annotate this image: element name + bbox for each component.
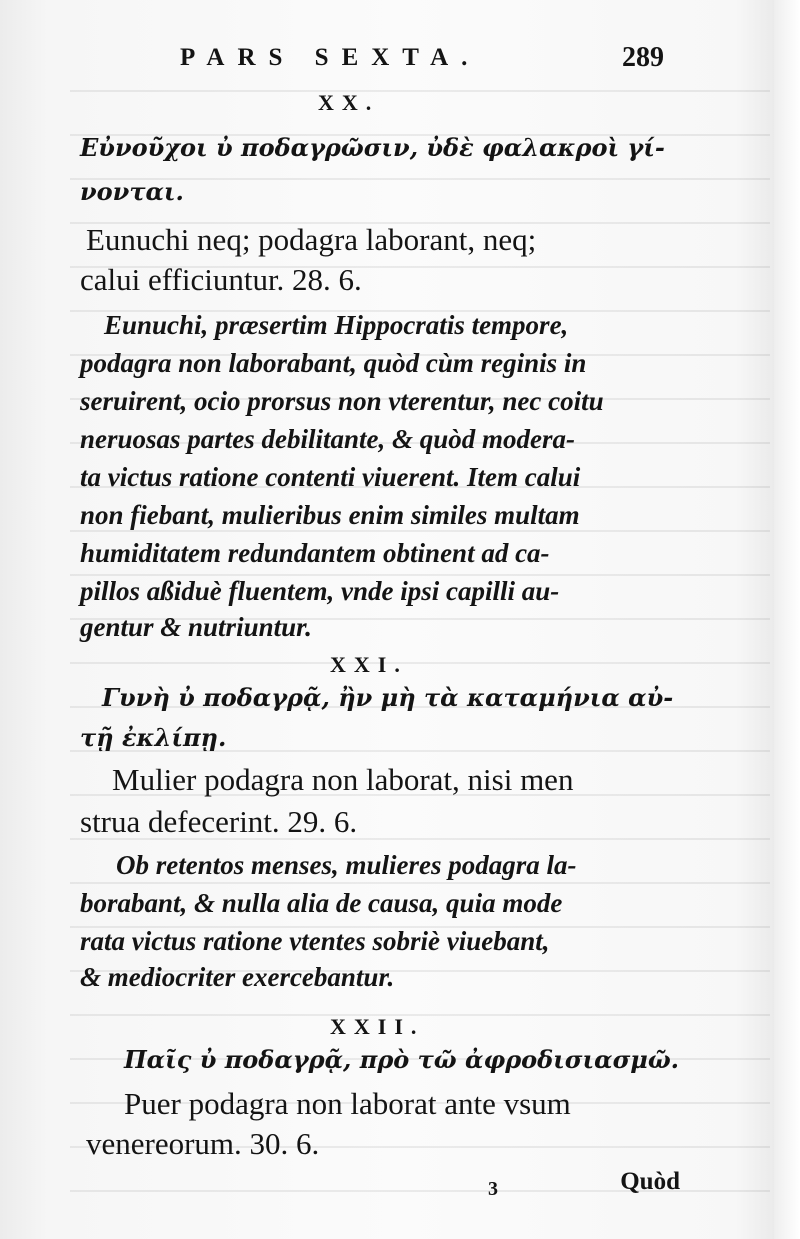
commentary-line: gentur & nutriuntur. <box>80 612 312 642</box>
signature-mark: 3 <box>488 1178 498 1200</box>
latin-aphorism-line: Puer podagra non laborat ante vsum <box>124 1086 571 1121</box>
commentary-line: neruosas partes debilitante, & quòd modera- <box>80 424 576 454</box>
commentary-line: & mediocriter exercebantur. <box>80 962 395 992</box>
commentary-line: rata victus ratione vtentes sobriè viuebant, <box>80 926 550 956</box>
greek-aphorism-line: Παῖς ὐ ποδαγρᾷ, πρὸ τῶ ἀφροδισιασμῶ. <box>124 1045 680 1074</box>
commentary-line: non fiebant, mulieribus enim similes multam <box>80 500 580 530</box>
section-number: XXI. <box>330 652 408 677</box>
commentary-line: seruirent, ocio prorsus non vterentur, nec coitu <box>80 386 604 416</box>
greek-aphorism-line: νονται. <box>80 177 184 206</box>
commentary-line: Eunuchi, præsertim Hippocratis tempore, <box>104 310 569 340</box>
latin-aphorism-line: Eunuchi neq; podagra laborant, neq; <box>86 222 537 257</box>
commentary-line: Ob retentos menses, mulieres podagra la- <box>116 850 577 880</box>
greek-aphorism-line: Εὐνοῦχοι ὐ ποδαγρῶσιν, ὐδὲ φαλακροὶ γί- <box>80 133 665 162</box>
commentary-line: pillos aßiduè fluentem, vnde ipsi capilli au- <box>80 576 560 606</box>
greek-aphorism-line: τῇ ἐκλίπῃ. <box>80 723 227 752</box>
commentary-line: podagra non laborabant, quòd cùm reginis in <box>80 348 587 378</box>
catchword: Quòd <box>620 1168 680 1195</box>
section-number: XXII. <box>330 1014 425 1039</box>
running-head <box>180 44 680 80</box>
commentary-line: borabant, & nulla alia de causa, quia mode <box>80 888 563 918</box>
commentary-line: humiditatem redundantem obtinent ad ca- <box>80 538 550 568</box>
greek-aphorism-line: Γυνὴ ὐ ποδαγρᾷ, ἢν μὴ τὰ καταμήνια αὐ- <box>102 683 674 712</box>
latin-aphorism-line: strua defecerint. 29. 6. <box>80 804 358 839</box>
commentary-line: ta victus ratione contenti viuerent. Item calui <box>80 462 581 492</box>
page-number: 289 <box>622 42 664 73</box>
section-number: XX. <box>318 90 380 115</box>
latin-aphorism-line: Mulier podagra non laborat, nisi men <box>112 762 574 797</box>
latin-aphorism-line: calui efficiuntur. 28. 6. <box>80 262 362 297</box>
latin-aphorism-line: venereorum. 30. 6. <box>86 1126 320 1161</box>
page-edge <box>774 0 800 1239</box>
running-title: PARS SEXTA. <box>180 44 481 71</box>
